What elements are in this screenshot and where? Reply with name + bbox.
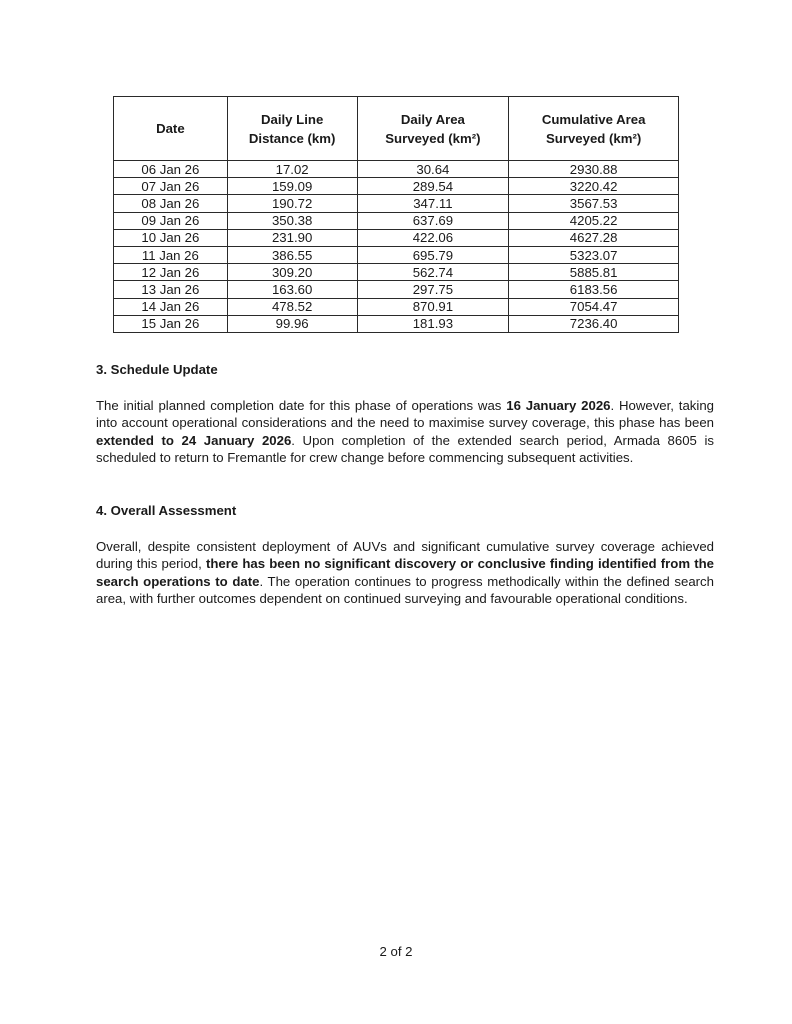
cell-date: 11 Jan 26 [114, 246, 228, 263]
cell-distance: 478.52 [227, 298, 357, 315]
header-text: Surveyed (km²) [385, 130, 481, 146]
cell-daily-area: 422.06 [357, 229, 509, 246]
paragraph-text: . However, taking into account operational considerations and the need to maximise survey coverage, this phase has been [96, 398, 714, 431]
table-row [114, 195, 679, 212]
header-text: Surveyed (km²) [545, 130, 642, 146]
cell-distance: 190.72 [227, 195, 357, 212]
cell-date: 09 Jan 26 [114, 212, 228, 229]
cell-date: 12 Jan 26 [114, 264, 228, 281]
table-row [114, 315, 679, 332]
cell-distance: 309.20 [227, 264, 357, 281]
assessment-paragraph [96, 538, 714, 608]
cell-date: 06 Jan 26 [114, 161, 228, 178]
section-heading-overall-assessment: 4. Overall Assessment [96, 503, 237, 518]
table-row [114, 178, 679, 195]
cell-daily-area: 695.79 [357, 246, 509, 263]
cell-date: 15 Jan 26 [114, 315, 228, 332]
cell-cumulative-area: 7236.40 [509, 315, 679, 332]
cell-cumulative-area: 5885.81 [509, 264, 679, 281]
section-heading-schedule-update: 3. Schedule Update [96, 362, 218, 377]
cell-daily-area: 347.11 [357, 195, 509, 212]
cell-daily-area: 181.93 [357, 315, 509, 332]
cell-cumulative-area: 5323.07 [509, 246, 679, 263]
cell-daily-area: 562.74 [357, 264, 509, 281]
header-date [114, 97, 228, 161]
paragraph-text: Overall, despite consistent deployment of AUVs and significant cumulative survey coverage achieved during this period, [96, 539, 714, 572]
cell-daily-area: 289.54 [357, 178, 509, 195]
cell-daily-area: 637.69 [357, 212, 509, 229]
cell-distance: 163.60 [227, 281, 357, 298]
header-daily-line-distance [227, 97, 357, 161]
cell-cumulative-area: 3220.42 [509, 178, 679, 195]
table-row [114, 264, 679, 281]
cell-cumulative-area: 4205.22 [509, 212, 679, 229]
paragraph-text: . The operation continues to progress methodically within the defined search area, with further outcomes dependent on continued surveying and favourable operational conditions. [96, 573, 714, 607]
cell-daily-area: 297.75 [357, 281, 509, 298]
cell-date: 14 Jan 26 [114, 298, 228, 315]
cell-cumulative-area: 3567.53 [509, 195, 679, 212]
cell-distance: 231.90 [227, 229, 357, 246]
cell-distance: 350.38 [227, 212, 357, 229]
header-cumulative-area [509, 97, 679, 161]
header-text: Date [156, 121, 185, 136]
cell-distance: 386.55 [227, 246, 357, 263]
header-text: Daily Area [400, 111, 465, 127]
header-daily-area [357, 97, 509, 161]
cell-daily-area: 870.91 [357, 298, 509, 315]
cell-cumulative-area: 6183.56 [509, 281, 679, 298]
table-row [114, 281, 679, 298]
cell-cumulative-area: 2930.88 [509, 161, 679, 178]
table-row [114, 161, 679, 178]
cell-distance: 17.02 [227, 161, 357, 178]
header-text: Cumulative Area [541, 111, 646, 127]
table-row [114, 246, 679, 263]
table-row [114, 229, 679, 246]
bold-extension: extended to 24 January 2026 [96, 432, 292, 448]
survey-table [113, 96, 679, 333]
cell-date: 07 Jan 26 [114, 178, 228, 195]
cell-distance: 99.96 [227, 315, 357, 332]
cell-daily-area: 30.64 [357, 161, 509, 178]
cell-date: 10 Jan 26 [114, 229, 228, 246]
schedule-paragraph [96, 397, 714, 467]
table-row [114, 212, 679, 229]
table-header-row [114, 97, 679, 161]
table-row [114, 298, 679, 315]
paragraph-text: The initial planned completion date for this phase of operations was [96, 398, 507, 413]
bold-finding: there has been no significant discovery or conclusive finding identified from the search operations to date [96, 556, 714, 589]
page-number: 2 of 2 [379, 944, 413, 959]
header-text: Distance (km) [248, 130, 336, 146]
paragraph-text: . Upon completion of the extended search period, Armada 8605 is scheduled to return to Fremantle for crew change before commencing subsequent activities. [96, 432, 714, 466]
cell-cumulative-area: 7054.47 [509, 298, 679, 315]
cell-date: 13 Jan 26 [114, 281, 228, 298]
header-text: Daily Line [260, 111, 324, 127]
bold-date: 16 January 2026 [506, 398, 611, 413]
cell-cumulative-area: 4627.28 [509, 229, 679, 246]
cell-date: 08 Jan 26 [114, 195, 228, 212]
cell-distance: 159.09 [227, 178, 357, 195]
